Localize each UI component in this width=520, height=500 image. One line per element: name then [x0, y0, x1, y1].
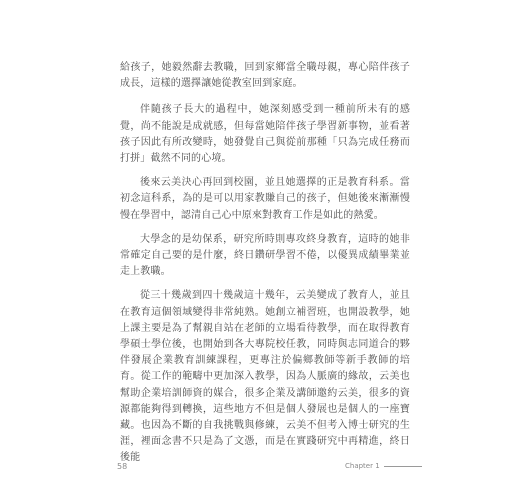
- body-text: [120, 60, 410, 475]
- paragraph-3: 後來云美決心再回到校園，並且她選擇的正是教育科系。當初念這科系，為的是可以用家教賺自己的孩子，但她後來漸漸慢慢在學習中，認清自己心中原來對教育工作是如此的熱愛。: [120, 177, 410, 221]
- paragraph-1: 給孩子，她毅然辭去教職，回到家鄉當全職母親，專心陪伴孩子成長，這樣的選擇讓她從教室回到家庭。: [120, 62, 410, 90]
- page-number: 58: [117, 462, 128, 471]
- running-footer: [345, 462, 422, 470]
- paragraph-5: 從三十幾歲到四十幾歲這十幾年，云美變成了教育人，並且在教育這個領域變得非常純熟。她創立補習班，也開設教學，她上課主要是為了幫親自站在老師的立場看待教學，而在取得教育學碩士學位後，也開始到各大專院校任教，同時與志同道合的夥伴發展企業教育訓練課程，更專注於偏鄉教師等新手教師的培育。從工作的範疇中更加深入教學，因為人脈廣的緣故，云美也幫助企業培訓師資的媒合，很多企業及講師邀約云美，很多的資源都能夠得到轉換，這些地方不但是個人發展也是個人的一座寶藏。也因為不斷的自我挑戰與修練，云美不但考入博士研究的生涯，裡面念書不只是為了文憑，而是在實踐研究中再精進，終日後能: [120, 290, 410, 464]
- footer-rule: [384, 466, 422, 467]
- chapter-label: Chapter 1: [345, 462, 380, 470]
- paragraph-4: 大學念的是幼保系，研究所時則專攻終身教育，這時的她非常確定自己要的是什麼，終日鑽研學習不倦，以優異成績畢業並走上教職。: [120, 233, 410, 278]
- paragraph-2: 伴隨孩子長大的過程中，她深刻感受到一種前所未有的感覺，尚不能說是成就感，但每當她陪伴孩子學習新事物，並看著孩子因此有所改變時，她發覺自己與從前那種「只為完成任務而打拼」截然不同的心境。: [120, 104, 410, 165]
